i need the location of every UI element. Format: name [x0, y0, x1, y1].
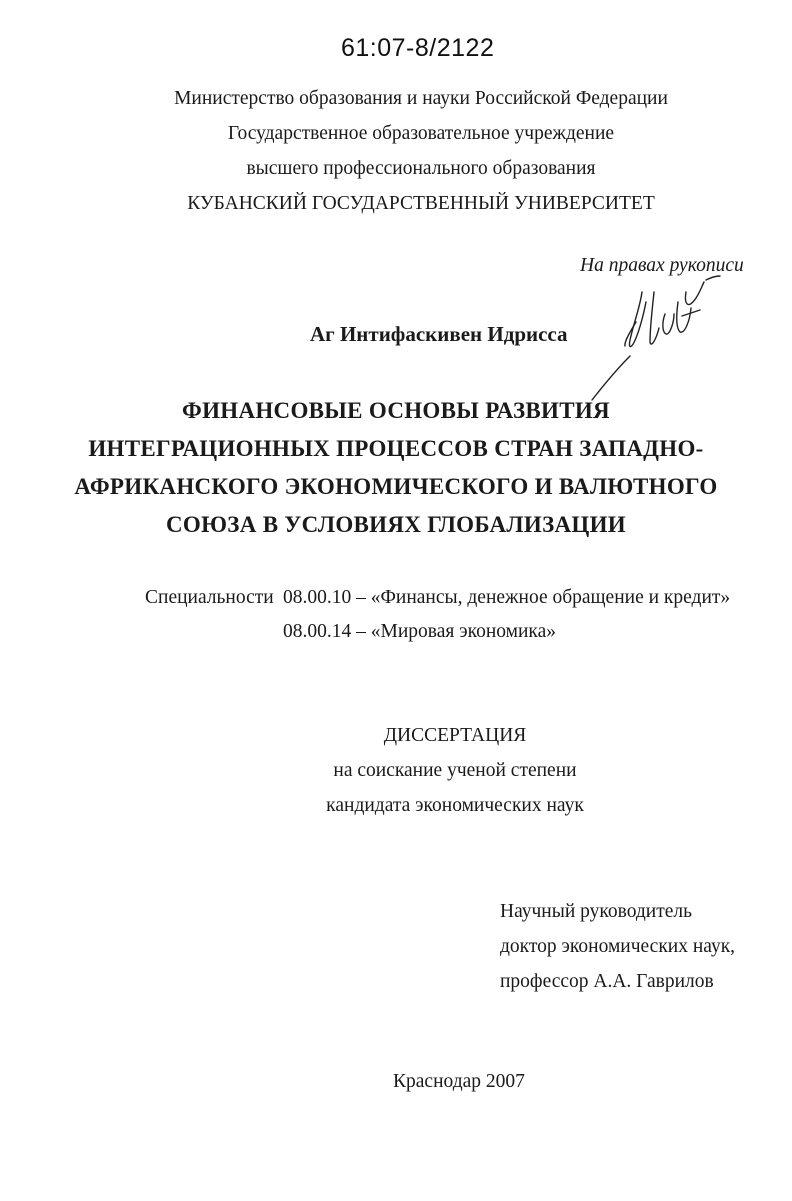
- city-year: Краснодар 2007: [393, 1071, 525, 1092]
- degree-line-3: кандидата экономических наук: [326, 795, 584, 816]
- title-line: СОЮЗА В УСЛОВИЯХ ГЛОБАЛИЗАЦИИ: [166, 512, 626, 537]
- specialty-item: 08.00.14 – «Мировая экономика»: [283, 621, 556, 642]
- supervisor-degree: доктор экономических наук,: [500, 936, 736, 957]
- ministry-line: Министерство образования и науки Российской Федерации: [174, 88, 668, 109]
- author-name: Аг Интифаскивен Идрисса: [310, 322, 568, 346]
- institution-line-1: Государственное образовательное учреждение: [227, 123, 615, 144]
- organization-block: [0, 81, 792, 221]
- supervisor-role: Научный руководитель: [500, 901, 693, 922]
- title-line: ФИНАНСОВЫЕ ОСНОВЫ РАЗВИТИЯ: [182, 398, 610, 423]
- archive-code: 61:07-8/2122: [341, 34, 495, 62]
- university-name: КУБАНСКИЙ ГОСУДАРСТВЕННЫЙ УНИВЕРСИТЕТ: [187, 193, 655, 214]
- manuscript-rights-note: На правах рукописи: [580, 255, 744, 276]
- supervisor-block: [500, 894, 735, 999]
- supervisor-name: профессор А.А. Гаврилов: [500, 971, 714, 992]
- specialty-item: 08.00.10 – «Финансы, денежное обращение и кредит»: [283, 587, 731, 608]
- degree-block: [0, 718, 792, 823]
- title-line: АФРИКАНСКОГО ЭКОНОМИЧЕСКОГО И ВАЛЮТНОГО: [74, 474, 718, 499]
- dissertation-title: [0, 392, 792, 544]
- title-line: ИНТЕГРАЦИОННЫХ ПРОЦЕССОВ СТРАН ЗАПАДНО-: [88, 436, 704, 461]
- institution-line-2: высшего профессионального образования: [246, 158, 596, 179]
- dissertation-label: ДИССЕРТАЦИЯ: [383, 725, 527, 746]
- degree-line-2: на соискание ученой степени: [333, 760, 577, 781]
- specialties-label: Специальности: [145, 587, 274, 608]
- author-signature: [570, 262, 730, 412]
